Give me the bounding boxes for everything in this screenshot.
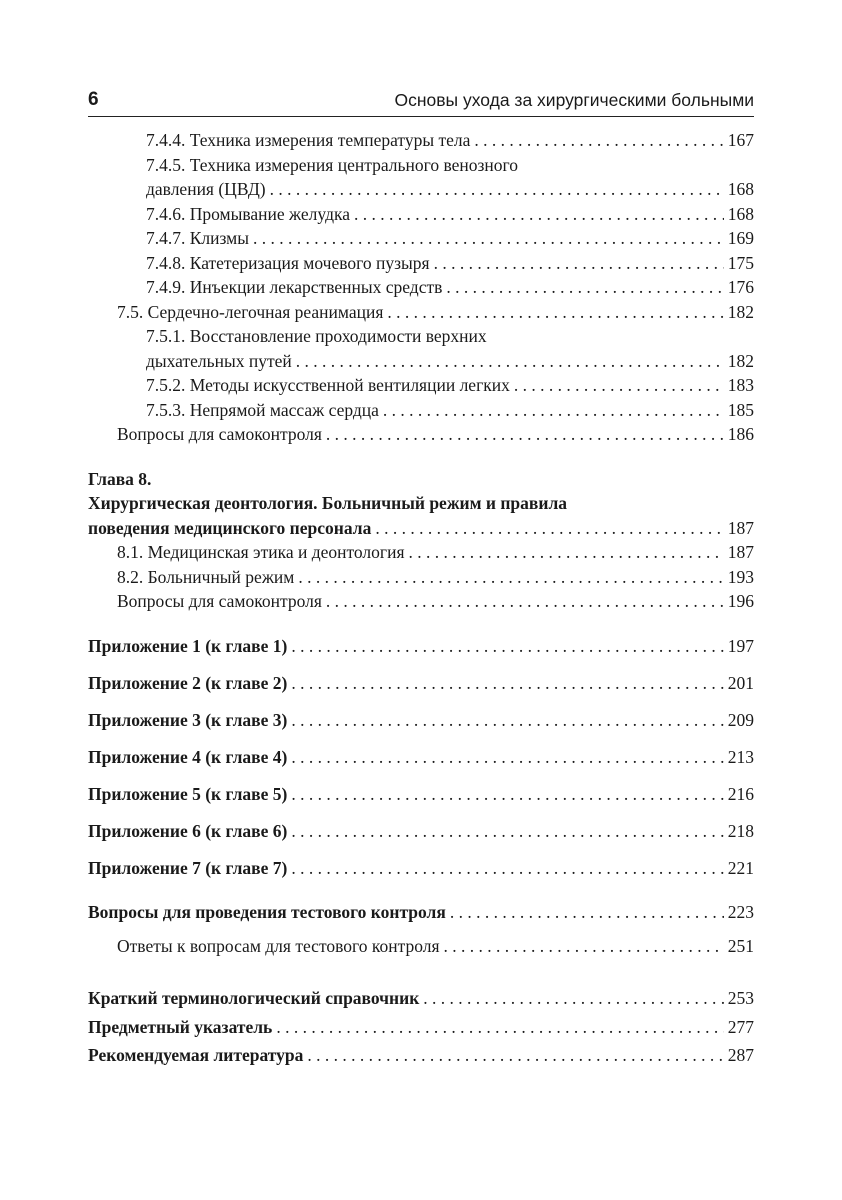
toc-entry[interactable]: Приложение 5 (к главе 5) . . . 216	[88, 782, 754, 807]
leader-dots	[450, 900, 724, 925]
toc-page: 185	[727, 399, 754, 420]
leader-dots	[383, 398, 724, 423]
toc-page: 218	[727, 820, 754, 841]
toc-page: 182	[727, 350, 754, 371]
leader-dots	[298, 565, 723, 590]
leader-dots	[291, 634, 723, 659]
toc-page: 169	[727, 228, 754, 248]
toc-entry[interactable]: Вопросы для проведения тестового контроля . . . 223	[88, 900, 754, 925]
toc-page: 223	[727, 902, 754, 922]
toc-page: 187	[727, 542, 754, 562]
leader-dots	[444, 934, 724, 959]
leader-dots	[434, 251, 724, 276]
leader-dots	[387, 300, 723, 325]
toc-page: 176	[727, 277, 754, 297]
leader-dots	[307, 1043, 723, 1068]
toc-entry[interactable]: Приложение 3 (к главе 3) . . . 209	[88, 708, 754, 733]
toc-page: 287	[727, 1045, 754, 1065]
leader-dots	[291, 745, 723, 770]
page-number: 6	[88, 89, 99, 110]
toc-page: 193	[727, 566, 754, 587]
leader-dots	[423, 986, 723, 1011]
toc-entry[interactable]: Приложение 6 (к главе 6) . . . 218	[88, 819, 754, 844]
leader-dots	[326, 422, 724, 447]
leader-dots	[270, 177, 724, 202]
toc-entry[interactable]: Вопросы для самоконтроля . . . 196	[88, 589, 754, 614]
running-title: Основы ухода за хирургическими больными	[394, 90, 754, 110]
toc-page: 253	[727, 988, 754, 1008]
leader-dots	[514, 373, 724, 398]
toc-page: 213	[727, 746, 754, 767]
toc-entry[interactable]: 7.4.7. Клизмы . . . 169	[88, 226, 754, 251]
toc-entry[interactable]: дыхательных путей . . . 182	[88, 349, 754, 374]
toc-entry[interactable]: Приложение 7 (к главе 7) . . . 221	[88, 856, 754, 881]
toc-entry[interactable]: 8.1. Медицинская этика и деонтология . . . 187	[88, 540, 754, 565]
toc-entry[interactable]: Приложение 1 (к главе 1) . . . 197	[88, 634, 754, 659]
leader-dots	[296, 349, 724, 374]
leader-dots	[291, 819, 723, 844]
toc-entry[interactable]: Предметный указатель . . . 277	[88, 1015, 754, 1040]
toc-page: 183	[727, 375, 754, 395]
toc-page: 216	[727, 783, 754, 804]
toc-entry[interactable]: 8.2. Больничный режим . . . 193	[88, 565, 754, 590]
toc-entry[interactable]: Рекомендуемая литература . . . 287	[88, 1043, 754, 1068]
table-of-contents	[88, 128, 754, 1068]
toc-entry[interactable]: 7.4.4. Техника измерения температуры тела . . . 167	[88, 128, 754, 153]
toc-entry[interactable]: давления (ЦВД) . . . 168	[88, 177, 754, 202]
toc-page: 186	[727, 424, 754, 444]
toc-entry[interactable]: 7.4.8. Катетеризация мочевого пузыря . . . 175	[88, 251, 754, 276]
toc-entry[interactable]: Вопросы для самоконтроля . . . 186	[88, 422, 754, 447]
toc-entry[interactable]: 7.5.2. Методы искусственной вентиляции легких . . . 183	[88, 373, 754, 398]
leader-dots	[446, 275, 723, 300]
leader-dots	[354, 202, 724, 227]
leader-dots	[253, 226, 724, 251]
toc-entry[interactable]: Приложение 2 (к главе 2) . . . 201	[88, 671, 754, 696]
toc-entry[interactable]: Краткий терминологический справочник . . . 253	[88, 986, 754, 1011]
toc-entry[interactable]: 7.5.3. Непрямой массаж сердца . . . 185	[88, 398, 754, 423]
leader-dots	[276, 1015, 723, 1040]
toc-entry[interactable]: Ответы к вопросам для тестового контроля . . . 251	[88, 934, 754, 959]
toc-entry-line: 7.5.1. Восстановление проходимости верхних	[146, 326, 487, 346]
toc-entry-line: 7.4.5. Техника измерения центрального венозного	[146, 154, 519, 175]
toc-page: 209	[727, 709, 754, 730]
toc-page: 196	[727, 591, 754, 611]
toc-page: 167	[727, 130, 754, 150]
page-header	[88, 88, 754, 117]
toc-page: 182	[727, 301, 754, 322]
toc-page: 277	[727, 1016, 754, 1037]
leader-dots	[291, 708, 723, 733]
toc-page: 187	[727, 517, 754, 538]
leader-dots	[474, 128, 723, 153]
toc-entry[interactable]: Приложение 4 (к главе 4) . . . 213	[88, 745, 754, 770]
leader-dots	[375, 516, 723, 541]
chapter-label: Глава 8.	[88, 468, 152, 489]
toc-entry[interactable]: поведения медицинского персонала . . . 187	[88, 516, 754, 541]
toc-page: 197	[727, 635, 754, 656]
toc-page: 251	[727, 935, 754, 956]
leader-dots	[409, 540, 724, 565]
toc-page: 175	[727, 252, 754, 273]
toc-page: 221	[727, 857, 754, 878]
toc-entry[interactable]: 7.4.6. Промывание желудка . . . 168	[88, 202, 754, 227]
toc-entry[interactable]: 7.4.9. Инъекции лекарственных средств . . . 176	[88, 275, 754, 300]
leader-dots	[291, 782, 723, 807]
toc-entry[interactable]: 7.5. Сердечно-легочная реанимация . . . 182	[88, 300, 754, 325]
leader-dots	[291, 856, 723, 881]
leader-dots	[291, 671, 723, 696]
toc-page: 168	[727, 203, 754, 224]
leader-dots	[326, 589, 724, 614]
toc-page: 168	[727, 179, 754, 199]
chapter-title-line: Хирургическая деонтология. Больничный режим и правила	[88, 493, 568, 513]
toc-page: 201	[727, 672, 754, 693]
